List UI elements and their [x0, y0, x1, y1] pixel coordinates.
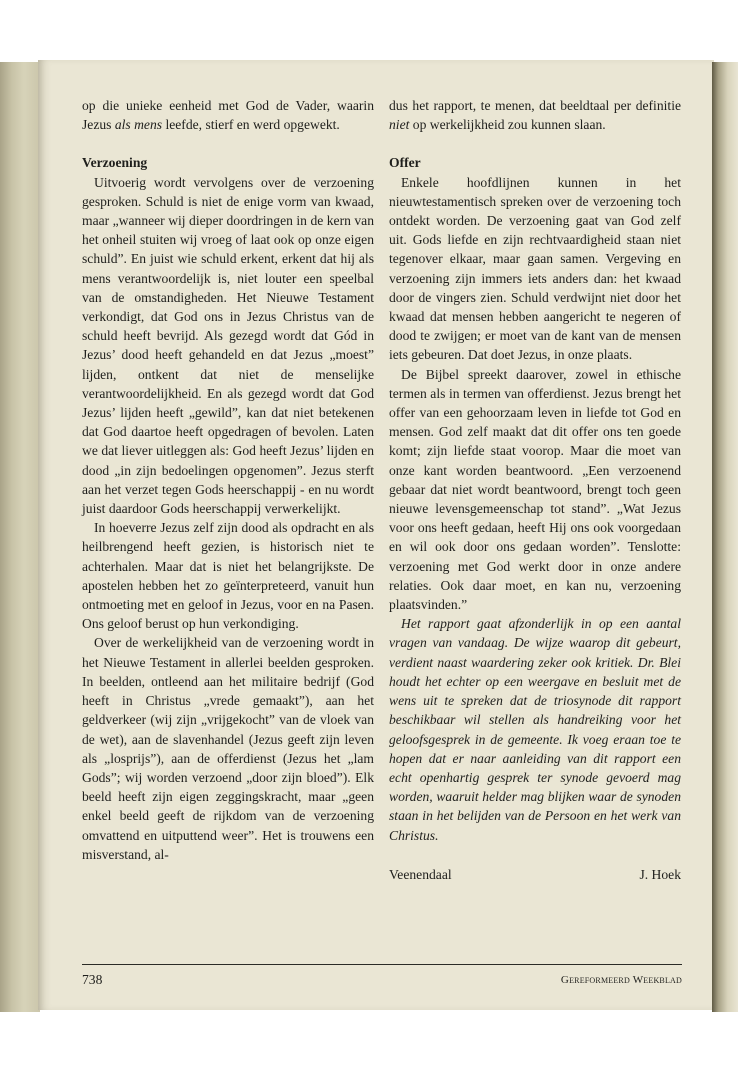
signature-place: Veenendaal	[389, 866, 452, 882]
page-number: 738	[82, 972, 103, 987]
signature-author: J. Hoek	[639, 866, 681, 882]
spacer	[389, 134, 681, 153]
editorial-comment: Het rapport gaat afzonderlijk in op een aantal vragen van vandaag. De wijze waarop dit gebeurt, verdient naast waardering zeker ook kritiek. Dr. Blei houdt het echter op een weergave en besluit met de wens uit te spreken dat de triosynode dit rapport beschikbaar wil stellen als handreiking voor het geloofsgesprek in de gemeente. Ik voeg eraan toe te hopen dat er naar aanleiding van dit rapport een echt openhartig gesprek ter synode gevoerd mag worden, waaruit helder mag blijken waar de synoden staan in het belijden van de Persoon en het werk van Christus.	[389, 616, 681, 843]
text-run: leefde, stierf en werd opgewekt.	[162, 117, 340, 133]
signature	[389, 865, 681, 884]
spacer	[82, 134, 374, 153]
book-right-edge	[712, 62, 738, 1012]
section-heading-verzoening: Verzoening	[82, 155, 148, 171]
text-run: op die unieke eenheid met God de Vader, waarin Jezus	[82, 98, 374, 133]
publication-name: Gereformeerd Weekblad	[560, 974, 682, 986]
paragraph: De Bijbel spreekt daarover, zowel in ethische termen als in termen van offerdienst. Jezus brengt het offer van een gehoorzaam leven in liefde tot God en mensen. God zelf maakt dat dit offer ons ten goede komt; zijn liefde staat voorop. Maar die moet van onze kant worden beantwoord. „Een verzoenend gebaar dat niet wordt beantwoord, brengt toch geen nieuwe levensgemeenschap tot stand”. „Wat Jezus voor ons heeft gedaan, heeft Hij ons ook voorgedaan en wil ook door ons gedaan worden”. Tenslotte: verzoening met God werkt door in onze andere relaties. Ook daar moet, en kan nu, verzoening plaatsvinden.”	[389, 366, 681, 613]
footer-rule	[82, 964, 682, 965]
right-opening-paragraph	[389, 96, 681, 134]
text-run: op werkelijkheid zou kunnen slaan.	[409, 117, 606, 133]
paragraph: Enkele hoofdlijnen kunnen in het nieuwtestamentisch spreken over de verzoening toch ontdekt worden. De verzoening gaat van God zelf uit. Gods liefde en zijn rechtvaardigheid staan niet tegenover elkaar, maar gaan samen. Vergeving en verzoening zijn immers iets anders dan: het kwaad door de vingers zien. Schuld verdwijnt niet door het kwaad dat mensen hebben aangericht te negeren of dood te zwijgen; er moet van de kant van de mensen iets gebeuren. Dat doet Jezus, in onze plaats.	[389, 174, 681, 363]
left-opening-paragraph	[82, 96, 374, 134]
section-heading-offer: Offer	[389, 155, 421, 171]
emphasis: als mens	[114, 117, 163, 133]
left-column	[82, 96, 374, 864]
right-column	[389, 96, 681, 884]
paragraph: Uitvoerig wordt vervolgens over de verzoening gesproken. Schuld is niet de enige vorm van kwaad, maar „wanneer wij dieper doordringen in de kern van het onheil stuiten wij vroeg of laat ook op onze eigen schuld”. En juist wie schuld erkent, erkent dat hij als mens verantwoordelijk is, niet louter een speelbal van de omstandigheden. Het Nieuwe Testament verkondigt, dat God ons in Jezus Christus van de schuld heeft bevrijd. Als gezegd wordt dat Gód in Jezus’ dood heeft gehandeld en dat Jezus „moest” lijden, ontkent dat niet de menselijke verantwoordelijkheid. En als gezegd wordt dat God Jezus’ lijden heeft „gewild”, kan dat niet betekenen dat God daartoe heeft opgedragen of bevolen. Laten we dat liever uitleggen als: God heeft Jezus’ lijden en dood „in zijn bedoelingen opgenomen”. Jezus sterft aan het verzet tegen Gods heerschappij - en nu wordt juist daardoor Gods heerschappij verwerkelijkt.	[82, 174, 374, 517]
text-run: dus het rapport, te menen, dat beeldtaal per definitie	[389, 98, 681, 113]
book-left-edge	[0, 62, 40, 1012]
paragraph: In hoeverre Jezus zelf zijn dood als opdracht en als heilbrengend heeft gezien, is historisch niet te achterhalen. Maar dat is niet het belangrijkste. De apostelen hebben het zo geïnterpreteerd, vanuit hun ontmoeting met en geloof in Jezus, voor en na Pasen. Ons geloof berust op hun verkondiging.	[82, 520, 374, 632]
paragraph: Over de werkelijkheid van de verzoening wordt in het Nieuwe Testament in allerlei beelden gesproken. In beelden, ontleend aan het militaire bedrijf (God heeft in Christus „vrede gemaakt”), aan het geldverkeer (wij zijn „vrijgekocht” van de vloek van de wet), aan de slavenhandel (Jezus geeft zijn leven als „losprijs”), aan de offerdienst (Jezus het „lam Gods”; wij worden verzoend „door zijn bloed”). Elk beeld heeft zijn eigen zeggingskracht, maar „geen enkel beeld geeft de rijkdom van de verzoening omvattend en uitputtend weer”. Het is trouwens een misverstand, al-	[82, 635, 374, 862]
emphasis: niet	[389, 117, 410, 133]
